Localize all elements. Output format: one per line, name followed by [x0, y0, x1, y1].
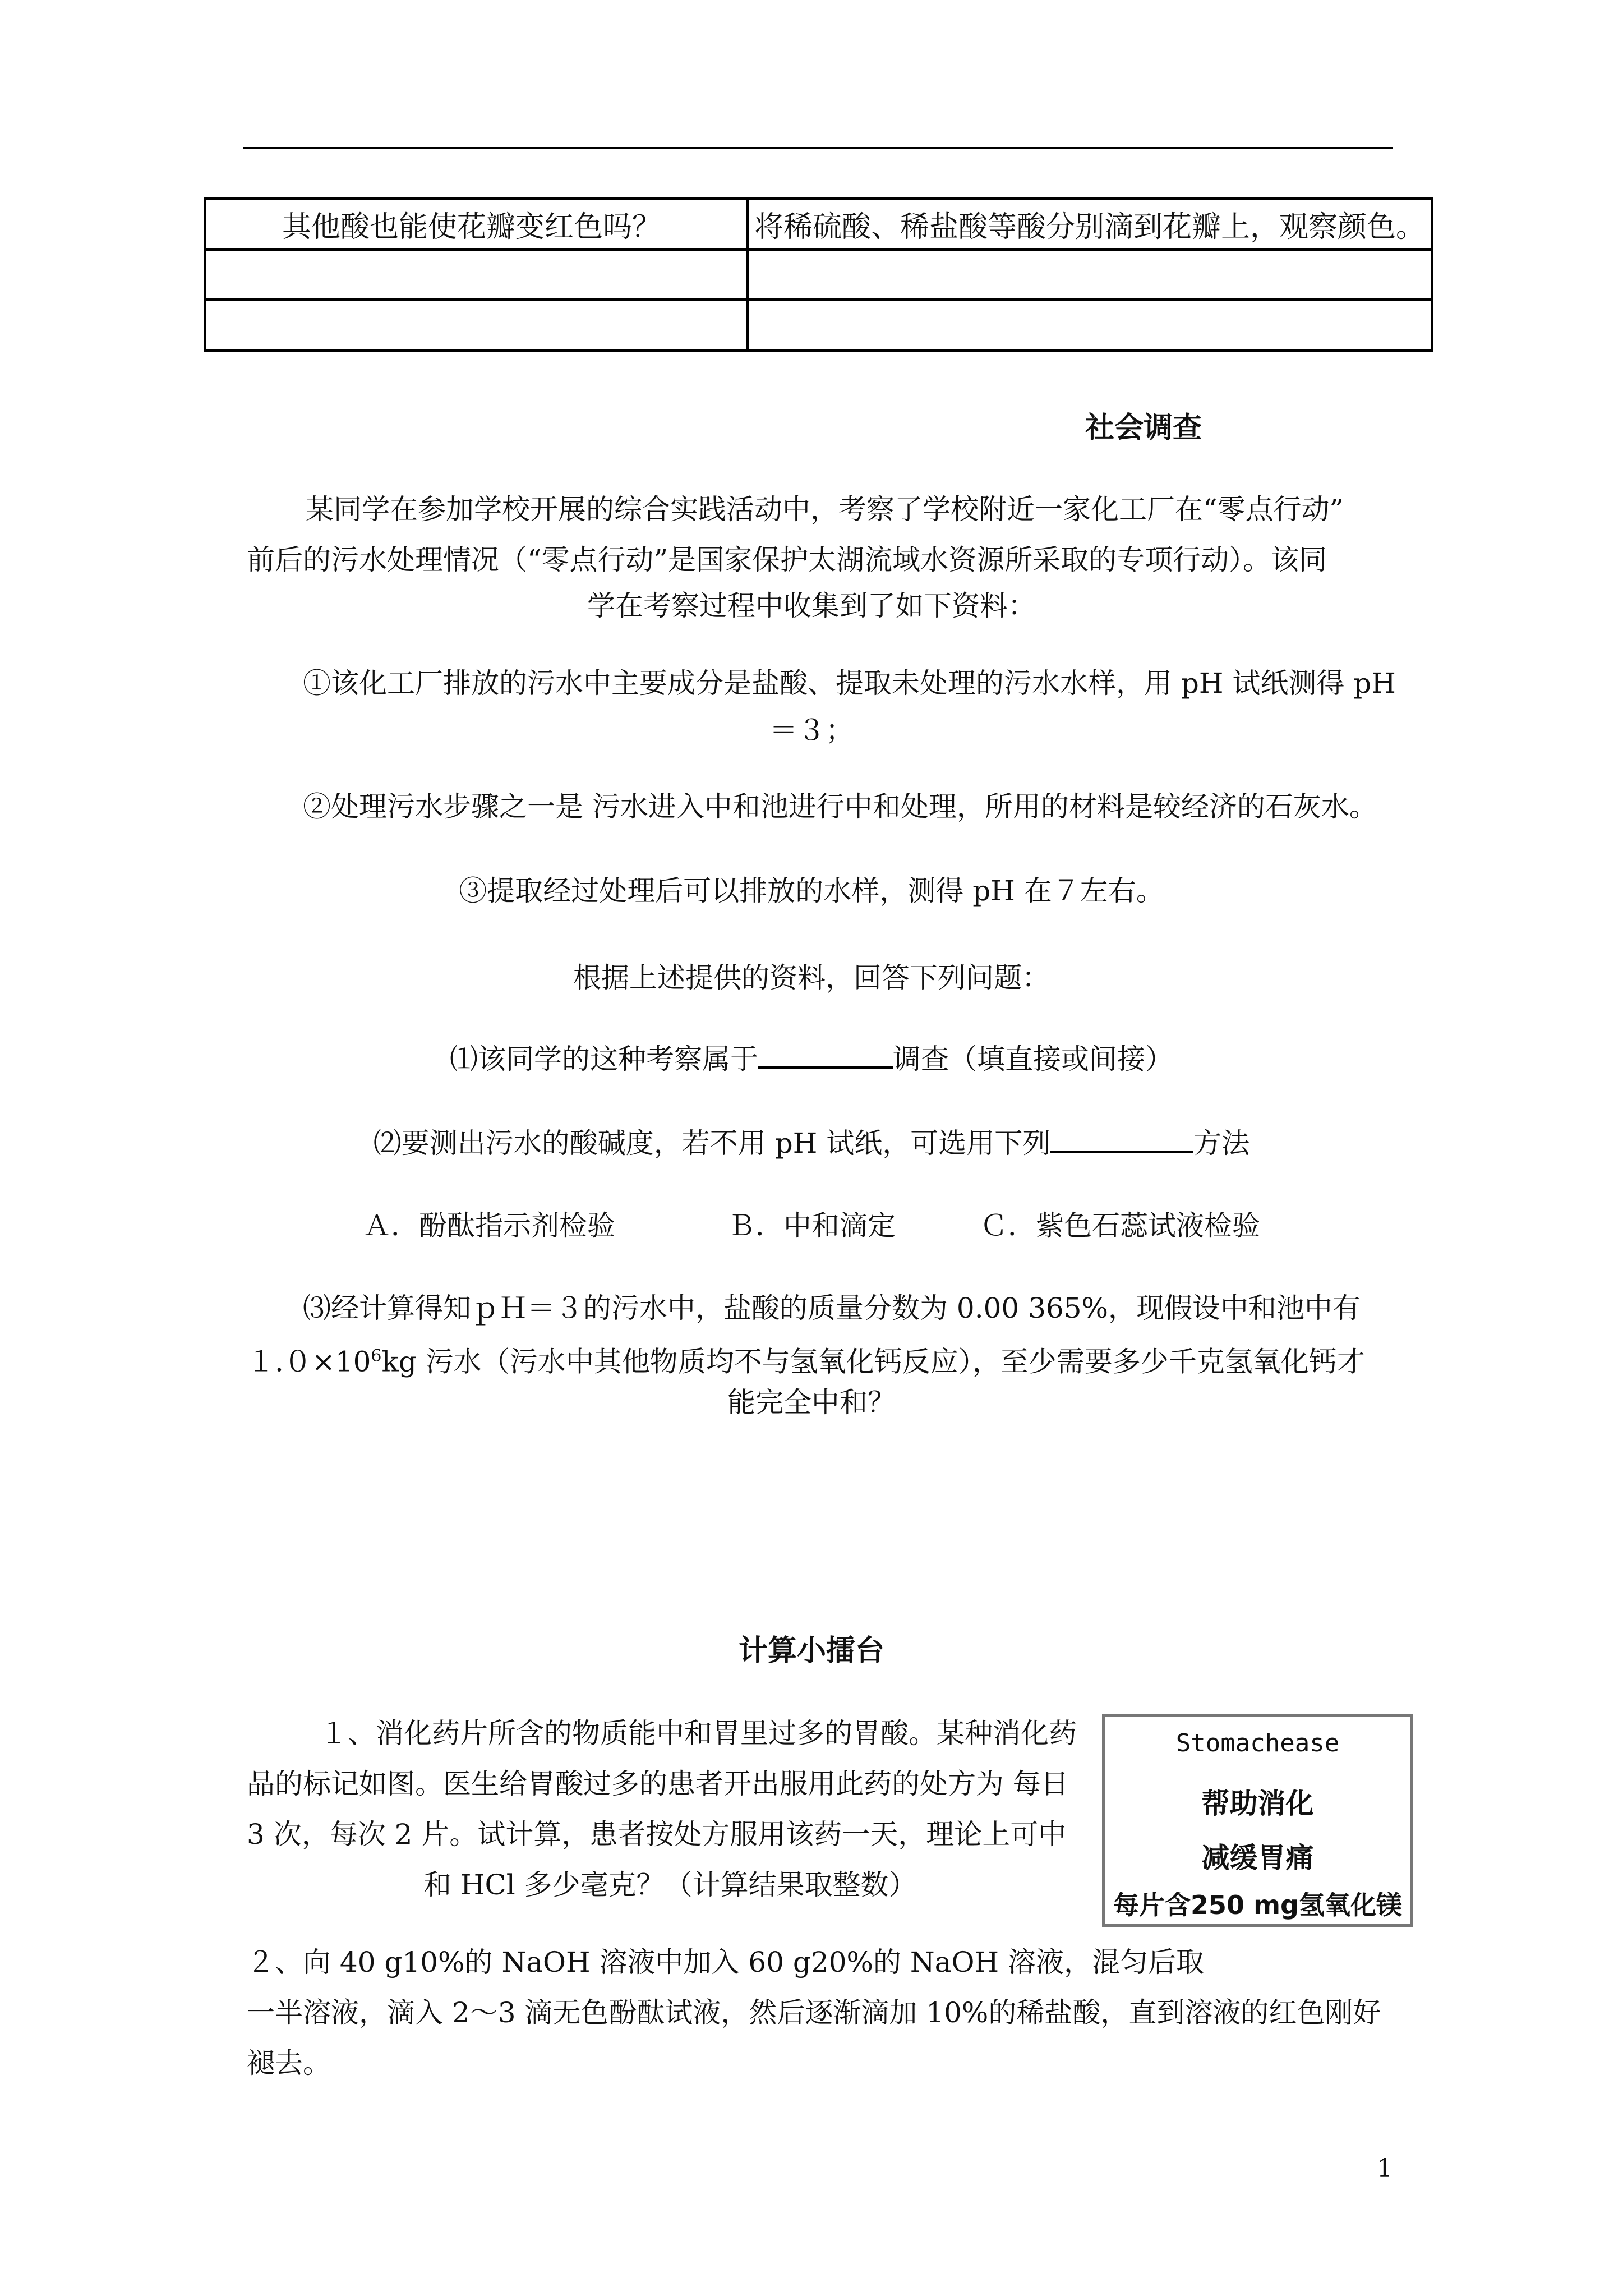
question-3-rest: kg 污水（污水中其他物质均不与氢氧化钙反应），至少需要多少千克氢氧化钙才 [381, 1345, 1365, 1378]
question-2 [0, 1121, 1623, 1166]
answer-blank[interactable] [758, 1039, 893, 1069]
calc-heading: 计算小擂台 [738, 1634, 884, 1668]
question-3: ⑶经计算得知ｐＨ＝３的污水中，盐酸的质量分数为 0.00 365%，现假设中和池中有 [303, 1292, 1361, 1324]
question-1-suffix: 调查（填直接或间接） [893, 1043, 1173, 1075]
data-item-1: ①该化工厂排放的污水中主要成分是盐酸、提取未处理的污水水样，用 pH 试纸测得 pH [303, 667, 1396, 700]
question-1 [0, 1037, 1623, 1082]
table-cell: 其他酸也能使花瓣变红色吗？ [205, 199, 748, 250]
header-rule [243, 147, 1393, 149]
question-2-text: ⑵要测出污水的酸碱度，若不用 pH 试纸，可选用下列 [373, 1127, 1051, 1159]
question-2-suffix: 方法 [1193, 1127, 1250, 1159]
survey-intro-line: 学在考察过程中收集到了如下资料： [587, 590, 1036, 622]
answer-blank[interactable] [1050, 1124, 1193, 1153]
problem-1-line: 3 次，每次 2 片。试计算，患者按处方服用该药一天，理论上可中 [247, 1818, 1067, 1851]
question-3-end: 能完全中和？ [727, 1386, 896, 1419]
question-2-options: Ａ．酚酞指示剂检验 Ｂ．中和滴定 Ｃ．紫色石蕊试液检验 [363, 1209, 1260, 1242]
table-cell [747, 300, 1432, 351]
table-row [205, 250, 1432, 300]
data-item-1-cont: ＝３； [769, 714, 854, 747]
problem-1-line: 和 HCl 多少毫克？（计算结果取整数） [423, 1869, 917, 1901]
problem-1-line: １、消化药片所含的物质能中和胃里过多的胃酸。某种消化药 [320, 1717, 1077, 1750]
question-3-mass: １.０×10 [247, 1345, 371, 1378]
problem-2-line: 一半溶液，滴入 2～3 滴无色酚酞试液，然后逐渐滴加 10%的稀盐酸，直到溶液的红色刚好 [247, 1996, 1381, 2029]
problem-2-line: ２、向 40 g10%的 NaOH 溶液中加入 60 g20%的 NaOH 溶液，混匀后取 [247, 1946, 1204, 1978]
data-item-3: ③提取经过处理后可以排放的水样，测得 pH 在７左右。 [459, 875, 1164, 907]
table-cell [205, 300, 748, 351]
problem-1-line: 品的标记如图。医生给胃酸过多的患者开出服用此药的处方为 每日 [247, 1768, 1069, 1800]
medicine-label-line: 减缓胃痛 [1201, 1842, 1314, 1874]
survey-heading: 社会调查 [1085, 411, 1202, 445]
question-prompt: 根据上述提供的资料，回答下列问题： [573, 961, 1050, 994]
question-1-text: ⑴该同学的这种考察属于 [450, 1043, 758, 1075]
table-cell: 将稀硫酸、稀盐酸等酸分别滴到花瓣上，观察颜色。 [747, 199, 1432, 250]
experiment-table [204, 197, 1433, 352]
page-number: 1 [1377, 2154, 1393, 2183]
table-cell [205, 250, 748, 300]
exponent: 6 [371, 1346, 382, 1366]
survey-intro-line: 某同学在参加学校开展的综合实践活动中，考察了学校附近一家化工厂在“零点行动” [306, 493, 1344, 526]
table-row [205, 300, 1432, 351]
table-cell [747, 250, 1432, 300]
problem-2-line: 褪去。 [247, 2047, 331, 2079]
medicine-name: Stomachease [1175, 1729, 1340, 1757]
medicine-label-line: 帮助消化 [1201, 1787, 1314, 1820]
table-row [205, 199, 1432, 250]
medicine-label [1102, 1714, 1413, 1927]
survey-intro-line: 前后的污水处理情况（“零点行动”是国家保护太湖流域水资源所采取的专项行动）。该同 [247, 544, 1327, 576]
question-3-cont [247, 1334, 1365, 1384]
medicine-dose: 每片含250 mg氢氧化镁 [1113, 1890, 1402, 1920]
data-item-2: ②处理污水步骤之一是 污水进入中和池进行中和处理，所用的材料是较经济的石灰水。 [303, 790, 1377, 823]
